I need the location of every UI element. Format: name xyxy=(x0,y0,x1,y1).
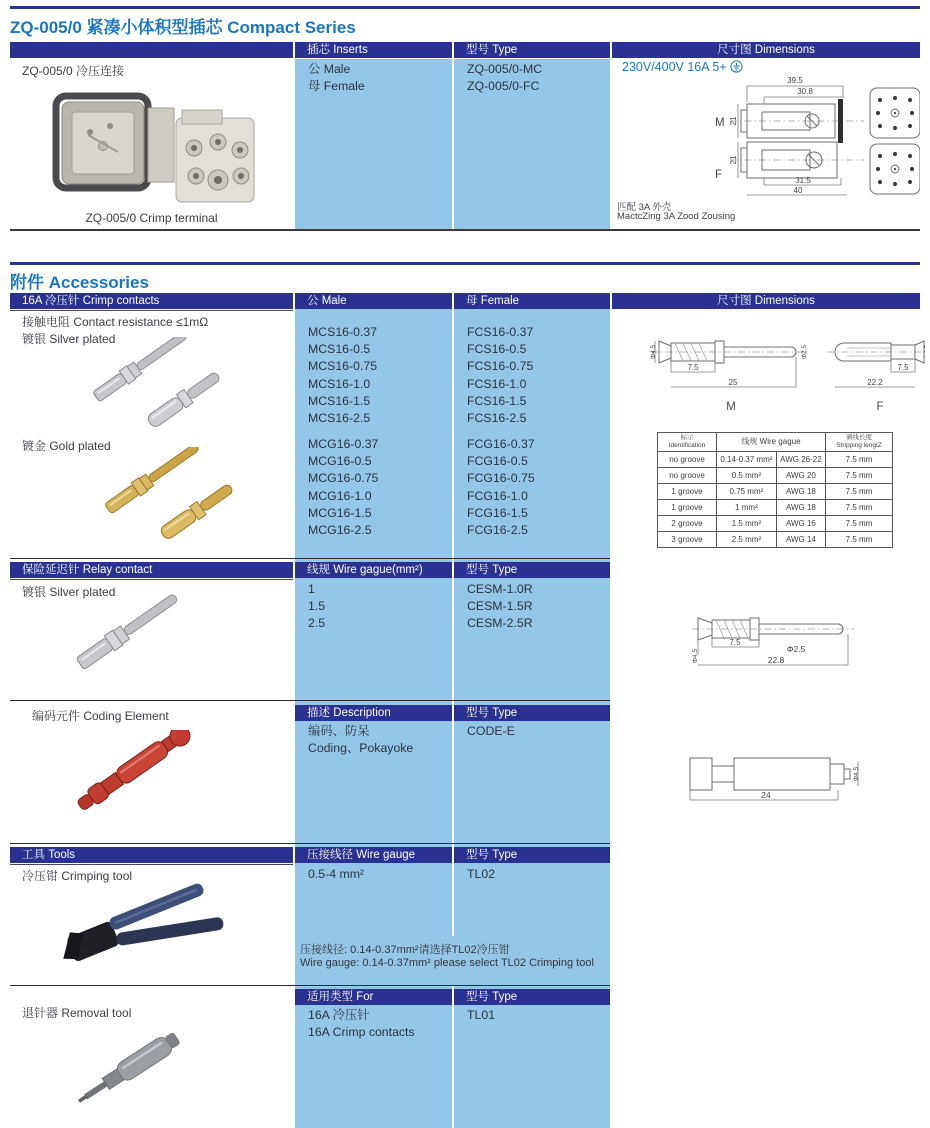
table-cell: 7.5 mm xyxy=(826,499,893,515)
dim-coding-dia: Φ4.5 xyxy=(853,766,860,782)
relay-row-header: 保险延迟针 Relay contact xyxy=(10,562,293,578)
dim-relay-crimp: 7.5 xyxy=(729,638,741,647)
page-title: ZQ-005/0 紧凑小体积型插芯 Compact Series xyxy=(10,18,356,37)
table-cell: 0.75 mm² xyxy=(717,483,777,499)
relay-contact-photo xyxy=(52,592,212,692)
insert-female: 母 Female xyxy=(308,79,365,94)
table-header-cell: 线规 Wire gague xyxy=(717,433,826,452)
crimp-pin-dimensions-drawing xyxy=(645,312,925,416)
voltage-rating-text: 230V/400V 16A 5+ xyxy=(622,60,727,74)
table-row xyxy=(658,499,893,515)
dim-f-crimp: 7.5 xyxy=(897,363,909,372)
table-cell: 1.5 mm² xyxy=(717,515,777,531)
dim-relay-dia: Φ4.5 xyxy=(692,648,699,664)
table-cell: 1 groove xyxy=(658,483,717,499)
removal-header-type: 型号 Type xyxy=(454,989,610,1005)
dim-40: 40 xyxy=(793,186,803,195)
list-item: 16A Crimp contacts xyxy=(308,1025,415,1040)
crimping-tool-photo xyxy=(52,882,252,967)
relay-type-list xyxy=(467,581,533,633)
label-m: M xyxy=(715,117,725,129)
relay-wire-list xyxy=(308,581,325,633)
top-rule xyxy=(10,6,920,9)
table-cell: 2 groove xyxy=(658,515,717,531)
series-note-en: MactcZing 3A Zood Zousing xyxy=(617,211,736,222)
crimp-header-dimensions: 尺寸图 Dimensions xyxy=(612,293,920,309)
list-item: FCG16-0.5 xyxy=(467,454,528,469)
coding-desc-en: Coding、Pokayoke xyxy=(308,741,414,756)
female-gold-list xyxy=(467,436,535,539)
removal-header-for: 适用类型 For xyxy=(295,989,452,1005)
tools-row-header: 工具 Tools xyxy=(10,847,293,863)
dim-21-m: 21 xyxy=(729,116,738,126)
male-silver-list xyxy=(308,324,377,427)
table-cell: 7.5 mm xyxy=(826,531,893,547)
removal-for-list xyxy=(308,1007,415,1041)
row-separator xyxy=(10,985,610,986)
table-cell: AWG 26-22 xyxy=(776,451,825,467)
relay-silver-label: 镀银 Silver plated xyxy=(22,585,116,599)
series-header-dimensions: 尺寸图 Dimensions xyxy=(612,42,920,58)
male-gold-list xyxy=(308,436,378,539)
list-item: 1.5 xyxy=(308,599,326,614)
crimp-header-female: 母 Female xyxy=(454,293,610,309)
dim-39-5: 39.5 xyxy=(787,76,803,85)
accessories-rule xyxy=(10,262,920,265)
list-item: MCG16-0.75 xyxy=(308,471,379,486)
removal-type-value: TL01 xyxy=(467,1008,496,1022)
crimp-col1-underline xyxy=(10,310,293,311)
connector-photo xyxy=(48,80,263,208)
list-item: CESM-1.0R xyxy=(467,582,533,596)
list-item: 1 xyxy=(308,582,315,596)
list-item: CESM-1.5R xyxy=(467,599,533,614)
label-f: F xyxy=(715,169,723,181)
tools-type-value: TL02 xyxy=(467,867,496,881)
table-cell: AWG 18 xyxy=(776,483,825,499)
list-item: MCG16-0.37 xyxy=(308,437,379,451)
dim-31-5: 31.5 xyxy=(795,176,811,185)
dim-21-f: 21 xyxy=(729,155,738,165)
list-item: MCS16-0.37 xyxy=(308,325,378,339)
crimp-header-male: 公 Male xyxy=(295,293,452,309)
tools-note-en: Wire gauge: 0.14-0.37mm² please select TL02 Crimping tool xyxy=(300,957,594,969)
list-item: FCG16-0.37 xyxy=(467,437,535,451)
table-cell: no groove xyxy=(658,451,717,467)
list-item: MCG16-2.5 xyxy=(308,523,372,538)
insert-male: 公 Male xyxy=(308,62,351,76)
list-item: FCS16-0.37 xyxy=(467,325,534,339)
table-cell: 7.5 mm xyxy=(826,515,893,531)
label-pin-m: M xyxy=(726,401,736,413)
series-dimensions-drawing xyxy=(612,72,920,200)
list-item: FCS16-1.0 xyxy=(467,376,527,391)
contact-resistance: 接触电阻 Contact resistance ≤1mΩ xyxy=(22,315,209,329)
row-separator xyxy=(10,700,610,701)
relay-col1-underline xyxy=(10,579,293,580)
tools-col1-underline xyxy=(10,864,293,865)
table-header-row xyxy=(658,433,893,452)
list-item: MCG16-1.0 xyxy=(308,488,372,503)
table-row xyxy=(658,483,893,499)
table-cell: 0.5 mm² xyxy=(717,467,777,483)
coding-desc-cn: 编码、防呆 xyxy=(308,724,370,738)
dim-f-dia xyxy=(924,345,925,360)
list-item: FCS16-0.75 xyxy=(467,359,534,374)
dim-f-len: 22.2 xyxy=(867,378,883,387)
table-row xyxy=(658,531,893,547)
series-table-bottom-border xyxy=(10,229,920,231)
list-item: FCG16-1.5 xyxy=(467,505,528,520)
series-header-blank xyxy=(10,42,293,58)
dim-coding-len: 24 xyxy=(761,790,771,800)
crimping-tool-label: 冷压钳 Crimping tool xyxy=(22,869,133,883)
relay-header-wire: 线规 Wire gague(mm²) xyxy=(295,562,452,578)
relay-header-type: 型号 Type xyxy=(454,562,610,578)
series-product-name: ZQ-005/0 冷压连接 xyxy=(22,64,125,78)
table-cell: AWG 20 xyxy=(776,467,825,483)
list-item: FCS16-0.5 xyxy=(467,342,527,357)
coding-header-desc: 描述 Description xyxy=(295,705,452,721)
list-item: FCG16-0.75 xyxy=(467,471,535,486)
silver-contacts-photo xyxy=(68,337,243,435)
table-cell: 1 mm² xyxy=(717,499,777,515)
series-header-inserts: 插芯 Inserts xyxy=(295,42,452,58)
table-cell: AWG 16 xyxy=(776,515,825,531)
table-row xyxy=(658,467,893,483)
gold-plated-label: 镀金 Gold plated xyxy=(22,439,111,453)
table-cell: 0.14-0.37 mm² xyxy=(717,451,777,467)
table-cell: 7.5 mm xyxy=(826,451,893,467)
list-item: MCS16-0.75 xyxy=(308,359,378,374)
table-row xyxy=(658,515,893,531)
wire-gauge-table xyxy=(657,432,893,548)
list-item: CESM-2.5R xyxy=(467,616,533,631)
list-item: 2.5 xyxy=(308,616,326,631)
dim-30-8: 30.8 xyxy=(797,87,813,96)
list-item: FCG16-1.0 xyxy=(467,488,528,503)
table-header-cell: 标示 Identification xyxy=(658,433,717,452)
series-product-caption: ZQ-005/0 Crimp terminal xyxy=(85,211,218,225)
coding-header-type: 型号 Type xyxy=(454,705,610,721)
female-silver-list xyxy=(467,324,533,427)
coding-row-title: 编码元件 Coding Element xyxy=(32,709,169,723)
series-type-fc: ZQ-005/0-FC xyxy=(467,79,540,94)
dim-m-crimp: 7.5 xyxy=(687,363,699,372)
removal-tool-label: 退针器 Removal tool xyxy=(22,1006,132,1020)
coding-element-photo xyxy=(58,730,218,830)
list-item: MCS16-1.0 xyxy=(308,376,371,391)
row-separator xyxy=(10,558,610,559)
series-header-type: 型号 Type xyxy=(454,42,610,58)
coding-dimensions-drawing xyxy=(678,746,878,806)
series-type-mc: ZQ-005/0-MC xyxy=(467,62,543,76)
gold-contacts-photo xyxy=(83,447,258,547)
list-item: 16A 冷压针 xyxy=(308,1008,370,1022)
crimp-row-header: 16A 冷压针 Crimp contacts xyxy=(10,293,293,309)
table-cell: AWG 18 xyxy=(776,499,825,515)
tools-header-wire: 压接线径 Wire gauge xyxy=(295,847,452,863)
table-cell: 2.5 mm² xyxy=(717,531,777,547)
dim-m-pin-dia: Φ2.5 xyxy=(801,344,808,360)
list-item: FCG16-2.5 xyxy=(467,523,528,538)
series-note-cn: 匹配 3A 外壳 xyxy=(617,202,672,213)
table-header-cell: 剥线长度 Stripping lengtZ xyxy=(826,433,893,452)
table-cell: 1 groove xyxy=(658,499,717,515)
table-cell: AWG 14 xyxy=(776,531,825,547)
dim-relay-pin-dia: Φ2.5 xyxy=(786,644,806,654)
list-item: FCS16-2.5 xyxy=(467,411,527,426)
table-cell: 7.5 mm xyxy=(826,483,893,499)
tools-header-type: 型号 Type xyxy=(454,847,610,863)
tools-note-cn: 压接线径: 0.14-0.37mm²请选择TL02冷压钳 xyxy=(300,944,510,956)
list-item: MCS16-1.5 xyxy=(308,393,371,408)
silver-plated-label: 镀银 Silver plated xyxy=(22,332,116,346)
table-cell: 3 groove xyxy=(658,531,717,547)
tools-wire-value: 0.5-4 mm² xyxy=(308,867,365,881)
list-item: FCS16-1.5 xyxy=(467,393,527,408)
dim-m-len: 25 xyxy=(728,378,738,387)
list-item: MCS16-2.5 xyxy=(308,411,371,426)
table-row xyxy=(658,451,893,467)
table-cell: 7.5 mm xyxy=(826,467,893,483)
coding-desc xyxy=(308,723,413,757)
list-item: MCG16-1.5 xyxy=(308,505,372,520)
accessories-title: 附件 Accessories xyxy=(10,273,149,292)
removal-tool-photo xyxy=(58,1028,218,1123)
coding-type: CODE-E xyxy=(467,724,515,738)
label-pin-f: F xyxy=(876,401,884,413)
row-separator xyxy=(10,843,610,844)
table-cell: no groove xyxy=(658,467,717,483)
list-item: MCG16-0.5 xyxy=(308,454,372,469)
dim-m-dia: Φ4.5 xyxy=(650,344,657,360)
relay-dimensions-drawing xyxy=(688,597,868,683)
dim-relay-len: 22.8 xyxy=(767,655,785,665)
list-item: MCS16-0.5 xyxy=(308,342,371,357)
